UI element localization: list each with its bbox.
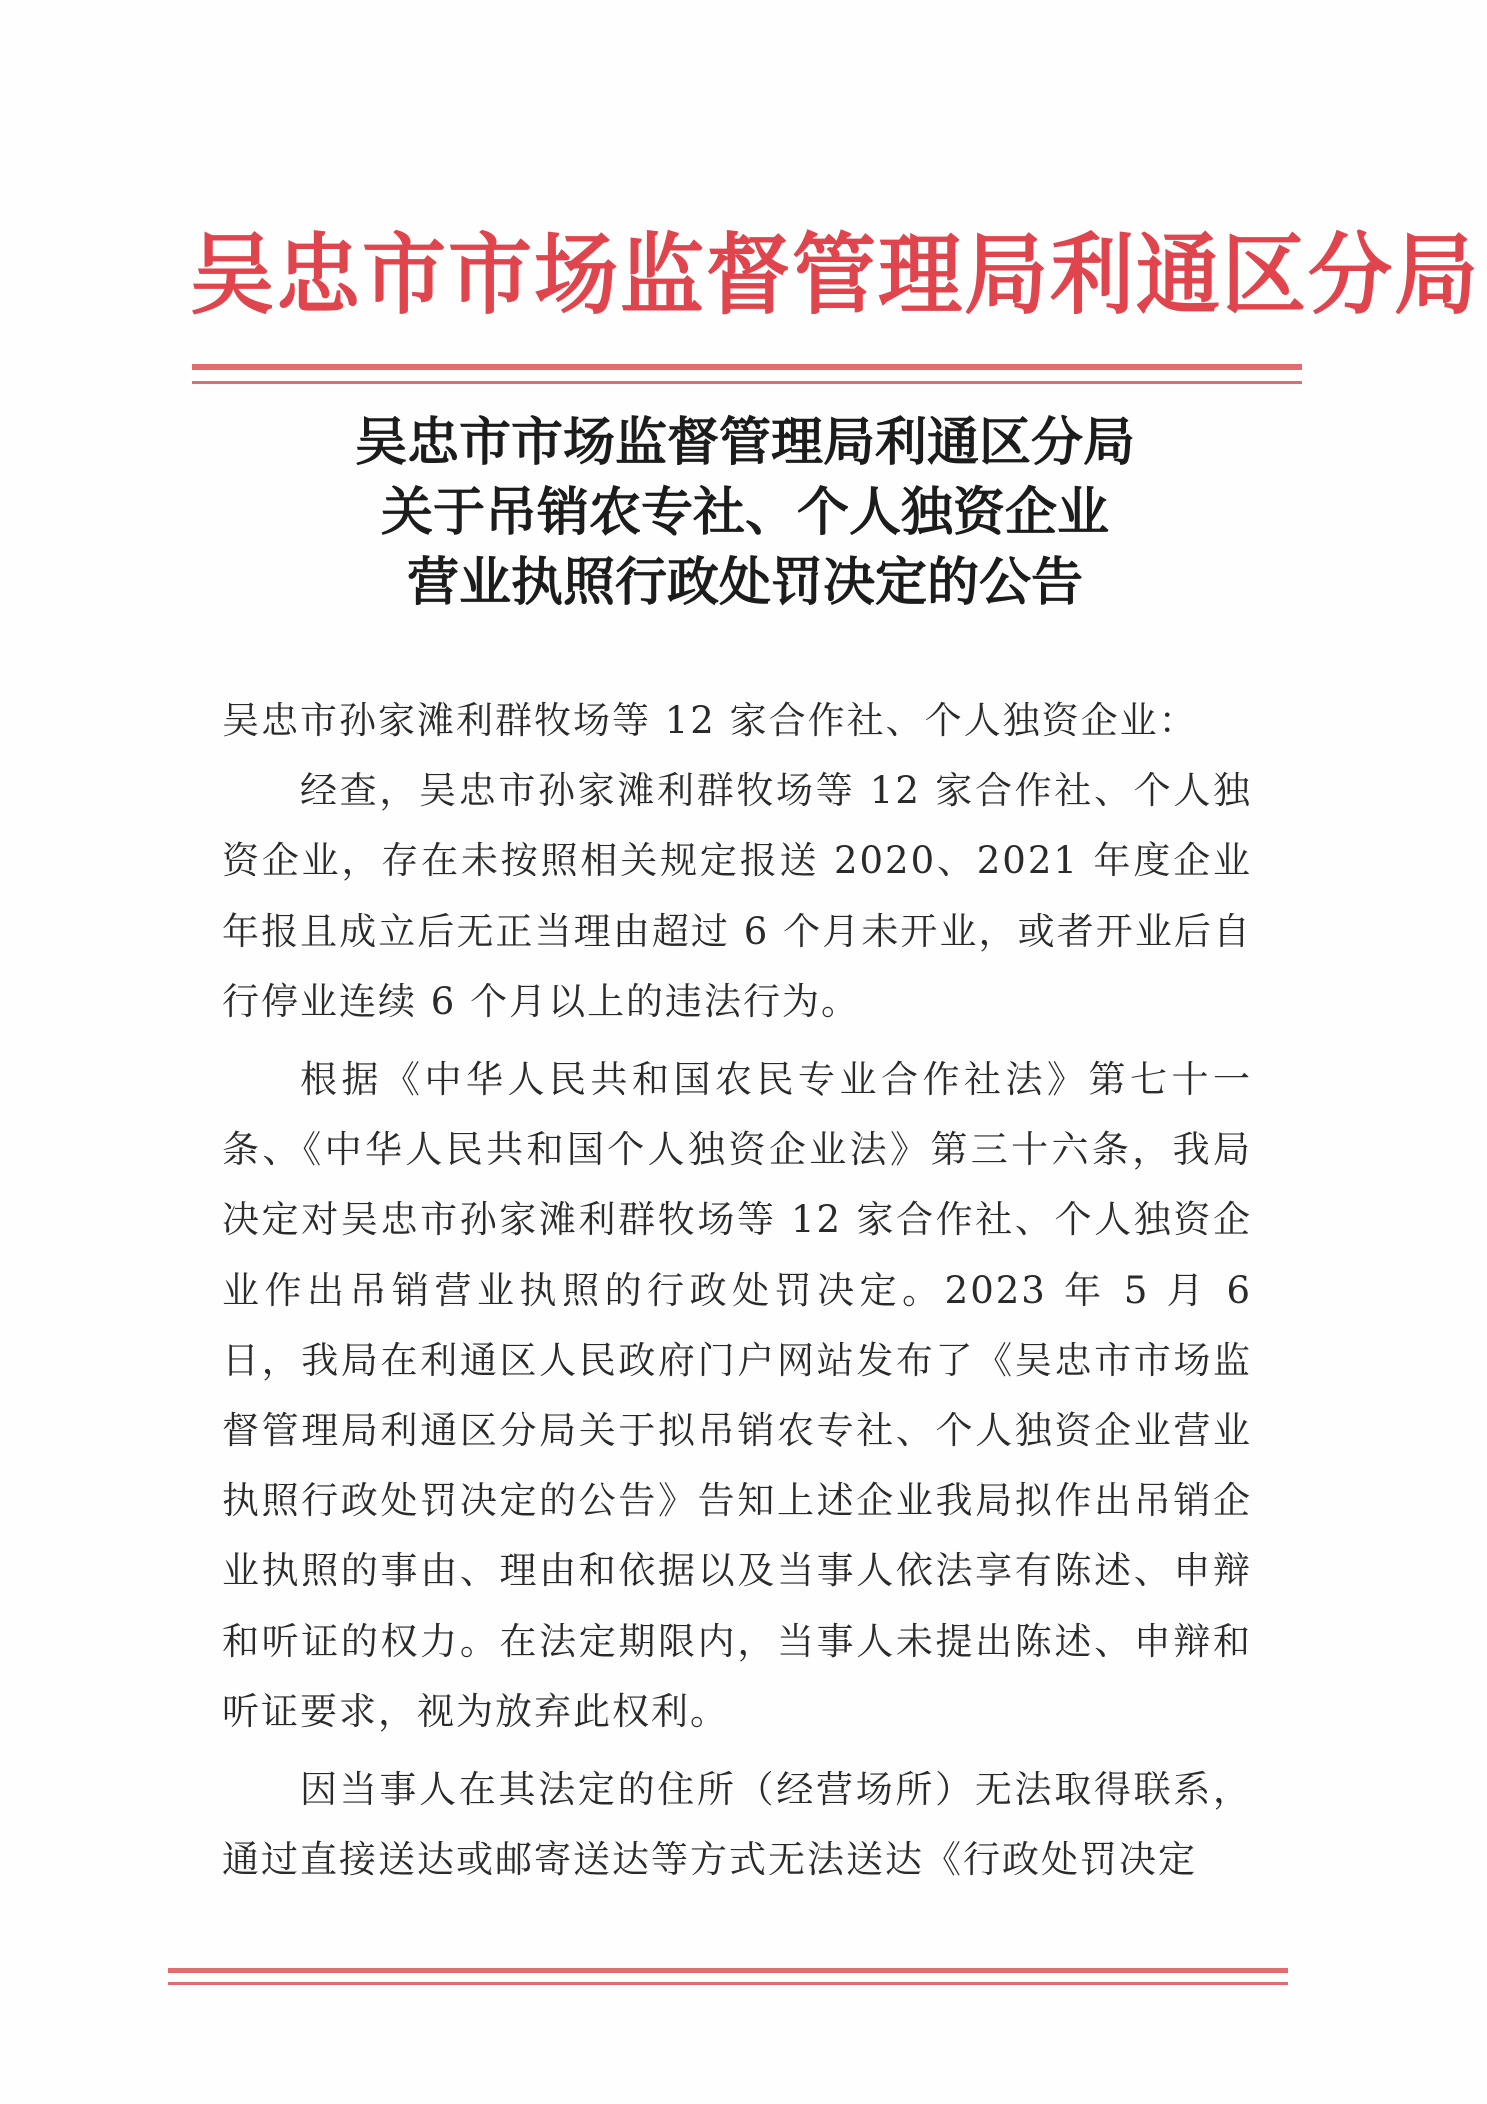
paragraph-findings: 经查，吴忠市孙家滩利群牧场等 12 家合作社、个人独资企业，存在未按照相关规定报送 2020、2021 年度企业年报且成立后无正当理由超过 6 个月未开业，或者开业后自行停业连续 6 个月以上的违法行为。 [222, 769, 1252, 1023]
letterhead-red-rule-thick [192, 364, 1302, 370]
salutation: 吴忠市孙家滩利群牧场等 12 家合作社、个人独资企业： [222, 699, 1198, 742]
notice-title-line-2: 关于吊销农专社、个人独资企业 [380, 482, 1109, 543]
letterhead-red-rule-thin [192, 381, 1302, 384]
paragraph-legal-basis: 根据《中华人民共和国农民专业合作社法》第七十一条、《中华人民共和国个人独资企业法》第三十六条，我局决定对吴忠市孙家滩利群牧场等 12 家合作社、个人独资企业作出吊销营业执照的行政处罚决定。2023 年 5 月 6 日，我局在利通区人民政府门户网站发布了《吴忠市市场监督管理局利通区分局关于拟吊销农专社、个人独资企业营业执照行政处罚决定的公告》告知上述企业我局拟作出吊销企业执照的事由、理由和依据以及当事人依法享有陈述、申辩和听证的权力。在法定期限内，当事人未提出陈述、申辩和听证要求，视为放弃此权利。 [222, 1058, 1252, 1733]
footer-red-rule-thick [168, 1968, 1288, 1973]
footer-red-rule-thin [168, 1982, 1288, 1985]
paragraph-service: 因当事人在其法定的住所（经营场所）无法取得联系，通过直接送达或邮寄送达等方式无法送达《行政处罚决定 [222, 1768, 1252, 1882]
notice-body [222, 686, 1252, 1895]
letterhead-agency-name: 吴忠市市场监督管理局利通区分局 [190, 223, 1481, 327]
notice-title [190, 408, 1300, 618]
notice-title-line-1: 吴忠市市场监督管理局利通区分局 [354, 412, 1135, 473]
notice-title-line-3: 营业执照行政处罚决定的公告 [406, 552, 1083, 613]
